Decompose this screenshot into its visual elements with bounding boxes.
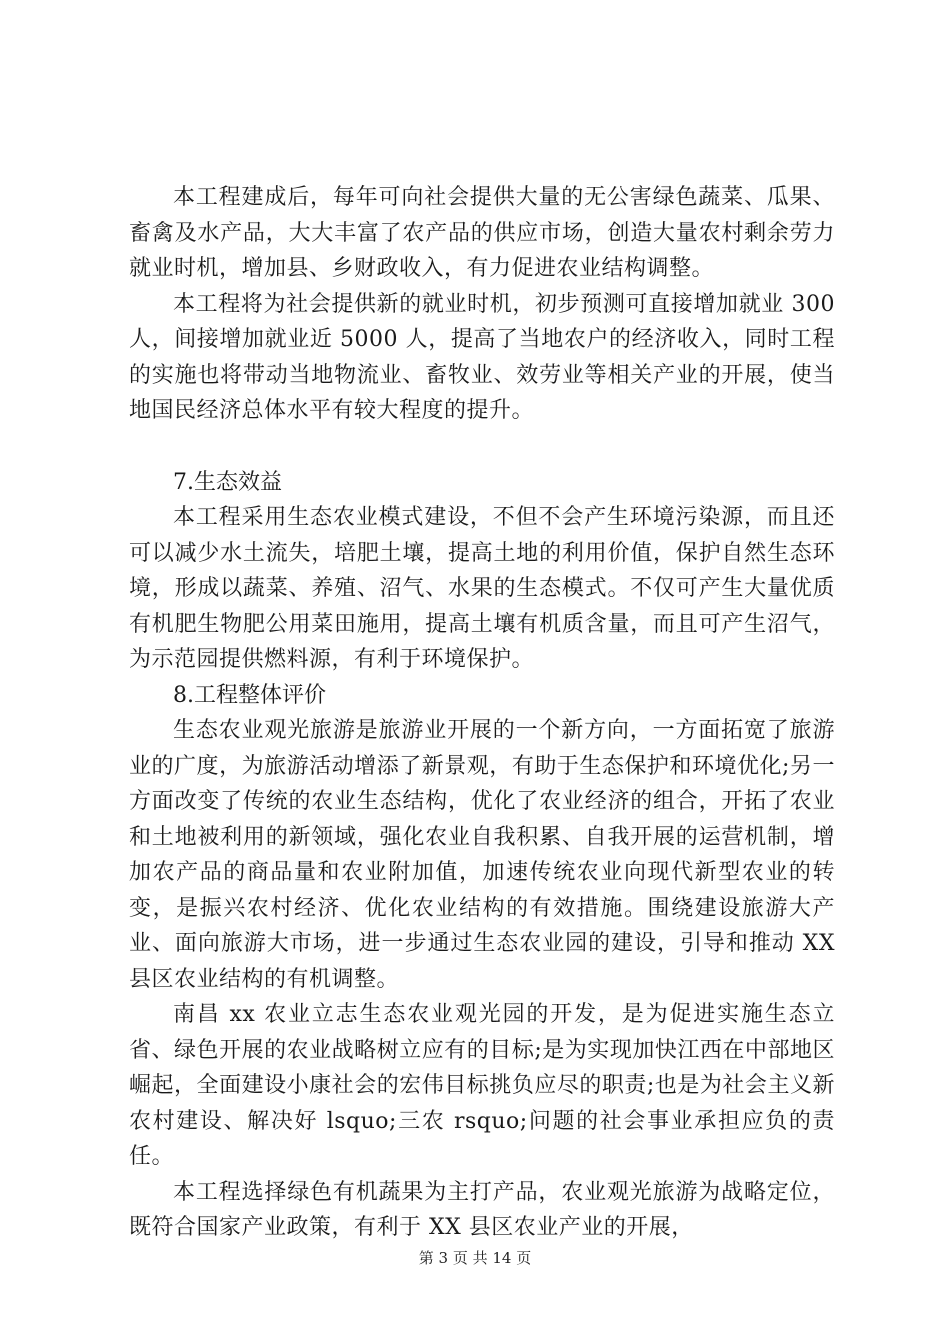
section-heading: 7.生态效益 xyxy=(173,469,282,495)
page-footer: 第 3 页 共 14 页 xyxy=(418,1249,532,1267)
paragraph: 本工程建成后，每年可向社会提供大量的无公害绿色蔬菜、瓜果、畜禽及水产品，大大丰富了农产品的供应市场，创造大量农村剩余劳力就业时机，增加县、乡财政收入，有力促进农业结构调整。 xyxy=(129,185,835,281)
paragraph-spacer xyxy=(129,429,835,465)
paragraph: 生态农业观光旅游是旅游业开展的一个新方向，一方面拓宽了旅游业的广度，为旅游活动增添了新景观，有助于生态保护和环境优化;另一方面改变了传统的农业生态结构，优化了农业经济的组合，开拓了农业和土地被利用的新领域，强化农业自我积累、自我开展的运营机制，增加农产品的商品量和农业附加值，加速传统农业向现代新型农业的转变，是振兴农村经济、优化农业结构的有效措施。围绕建设旅游大产业、面向旅游大市场，进一步通过生态农业园的建设，引导和推动 XX 县区农业结构的有机调整。 xyxy=(129,718,835,992)
paragraph: 本工程选择绿色有机蔬果为主打产品，农业观光旅游为战略定位，既符合国家产业政策，有利于 XX 县区农业产业的开展， xyxy=(129,1179,835,1240)
section-heading: 8.工程整体评价 xyxy=(173,682,326,708)
paragraph: 本工程采用生态农业模式建设，不但不会产生环境污染源，而且还可以减少水土流失，培肥土壤，提高土地的利用价值，保护自然生态环境，形成以蔬菜、养殖、沼气、水果的生态模式。不仅可产生大量优质有机肥生物肥公用菜田施用，提高土壤有机质含量，而且可产生沼气，为示范园提供燃料源，有利于环境保护。 xyxy=(129,505,835,672)
paragraph: 南昌 xx 农业立志生态农业观光园的开发，是为促进实施生态立省、绿色开展的农业战略树立应有的目标;是为实现加快江西在中部地区崛起，全面建设小康社会的宏伟目标挑负应尽的职责;也是为社会主义新农村建设、解决好 lsquo;三农 rsquo;问题的社会事业承担应负的责任。 xyxy=(129,1002,835,1169)
paragraph: 本工程将为社会提供新的就业时机，初步预测可直接增加就业 300 人，间接增加就业近 5000 人，提高了当地农户的经济收入，同时工程的实施也将带动当地物流业、畜牧业、效劳业等相关产业的开展，使当地国民经济总体水平有较大程度的提升。 xyxy=(129,291,835,423)
document-body xyxy=(129,180,835,1246)
